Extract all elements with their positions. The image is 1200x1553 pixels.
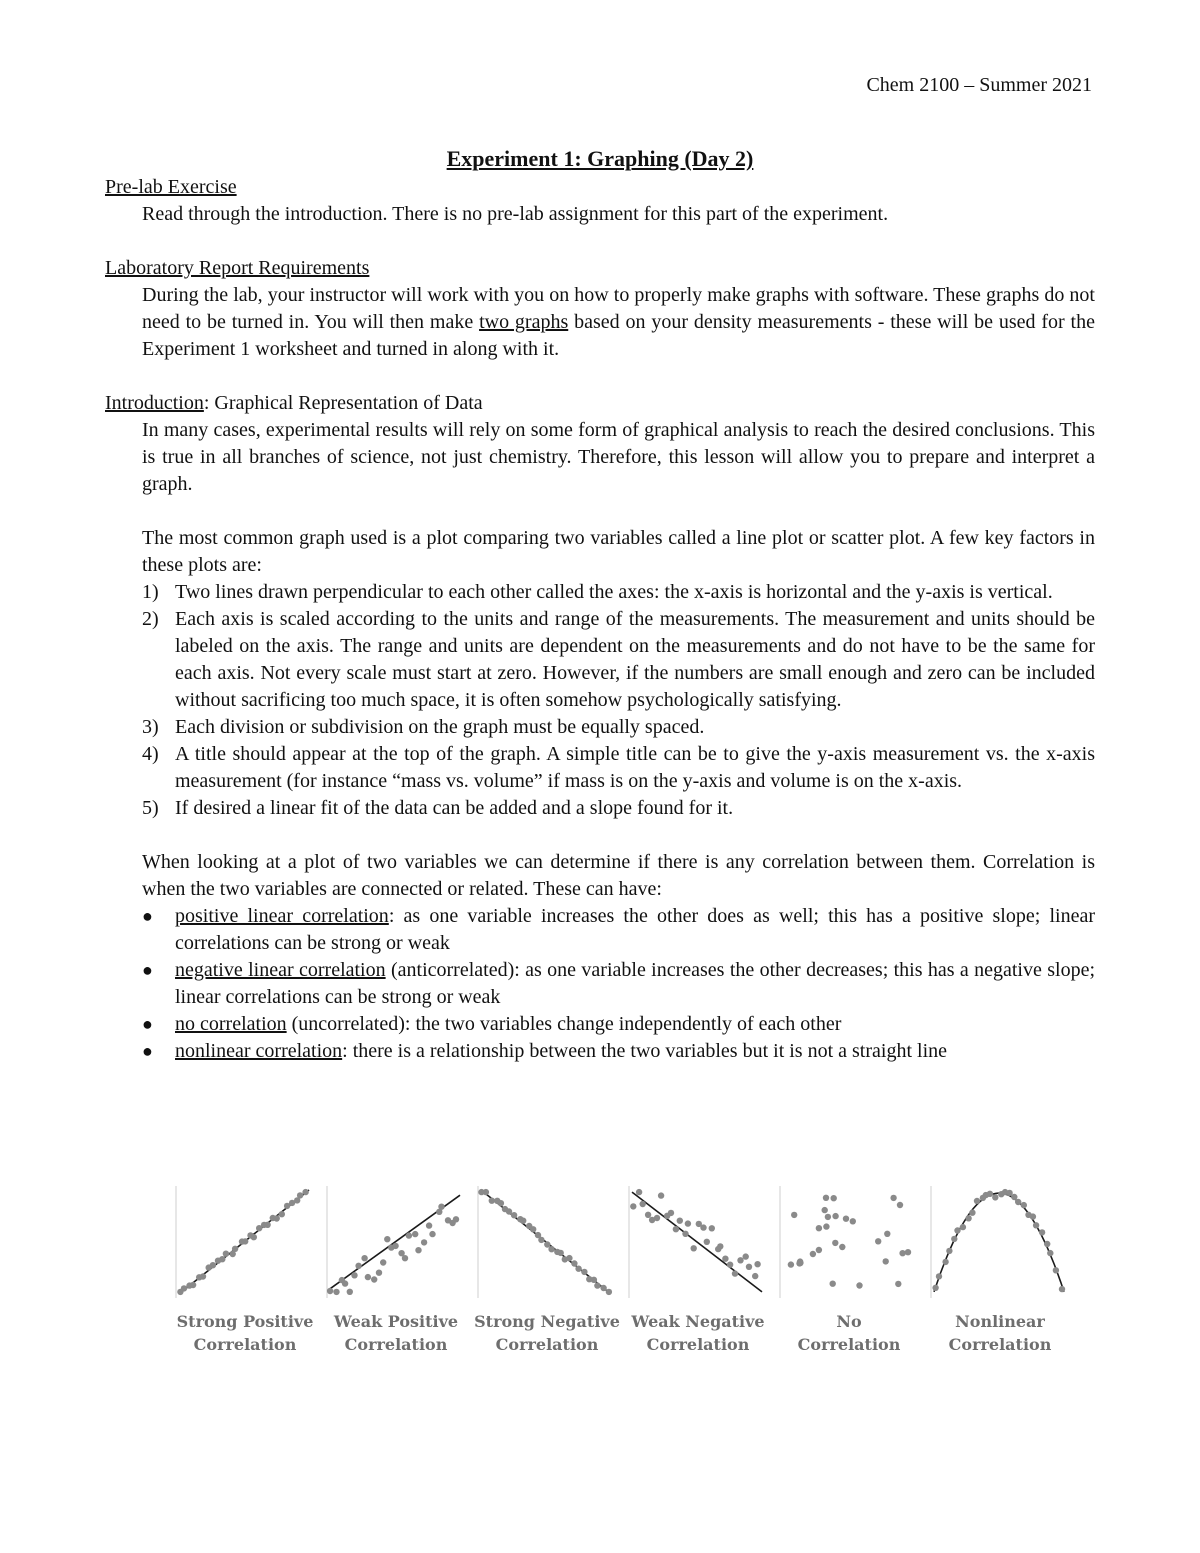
data-point <box>571 1260 577 1266</box>
data-point <box>1033 1222 1039 1228</box>
data-point <box>242 1238 248 1244</box>
nonlinear-plot <box>930 1186 1070 1306</box>
data-point <box>816 1225 822 1231</box>
weak-negative-plot <box>628 1186 768 1306</box>
weak-positive-plot <box>326 1186 466 1306</box>
data-point <box>890 1195 896 1201</box>
list-item: ● negative linear correlation (anticorrelated): as one variable increases the other decreases; this has a negative slope; linear correlations can be strong or weak <box>142 959 1095 1008</box>
data-point <box>732 1270 738 1276</box>
data-point <box>361 1255 367 1261</box>
data-point <box>530 1226 536 1232</box>
data-point <box>200 1273 206 1279</box>
data-point <box>677 1218 683 1224</box>
data-point <box>392 1243 398 1249</box>
data-point <box>831 1195 837 1201</box>
report-heading: Laboratory Report Requirements <box>105 257 370 279</box>
data-point <box>942 1259 948 1265</box>
data-point <box>823 1195 829 1201</box>
data-point <box>640 1201 646 1207</box>
data-point <box>830 1281 836 1287</box>
data-point <box>883 1258 889 1264</box>
data-point <box>591 1277 597 1283</box>
data-point <box>371 1276 377 1282</box>
data-point <box>376 1270 382 1276</box>
data-point <box>1059 1286 1065 1292</box>
data-point <box>816 1247 822 1253</box>
data-point <box>905 1249 911 1255</box>
data-point <box>412 1231 418 1237</box>
list-item: 5) If desired a linear fit of the data can be added and a slope found for it. <box>142 797 734 819</box>
data-point <box>1047 1250 1053 1256</box>
data-point <box>1021 1202 1027 1208</box>
data-point <box>960 1224 966 1230</box>
data-point <box>489 1198 495 1204</box>
data-point <box>453 1216 459 1222</box>
data-point <box>279 1211 285 1217</box>
data-point <box>673 1226 679 1232</box>
figure-weak-positive <box>326 1186 466 1356</box>
data-point <box>843 1216 849 1222</box>
data-point <box>232 1246 238 1252</box>
data-point <box>700 1224 706 1230</box>
data-point <box>1030 1213 1036 1219</box>
data-point <box>421 1239 427 1245</box>
data-point <box>884 1231 890 1237</box>
data-point <box>347 1289 353 1295</box>
data-point <box>951 1236 957 1242</box>
bullet-icon: ● <box>142 1041 153 1061</box>
correlation-types-list <box>105 903 1095 1065</box>
correlation-figures <box>170 1186 1080 1356</box>
intro-heading: Introduction: Graphical Representation of Data <box>105 392 483 414</box>
data-point <box>654 1215 660 1221</box>
data-point <box>897 1202 903 1208</box>
list-item: 2) Each axis is scaled according to the units and range of the measurements. The measurement and units should be labeled on the axis. The range and units are dependent on the measurements and do not have to be the same for each axis. Not every scale must start at zero. However, if the numbers are small enough and zero can be included without sacrificing too much space, it is often somehow psychologically satisfying. <box>142 608 1095 711</box>
data-point <box>1044 1241 1050 1247</box>
list-item: 1) Two lines drawn perpendicular to each other called the axes: the x-axis is horizontal and the y-axis is vertical. <box>142 581 1053 603</box>
list-item: ● nonlinear correlation: there is a relationship between the two variables but it is not a straight line <box>105 1038 1095 1065</box>
data-point <box>406 1232 412 1238</box>
figure-nonlinear <box>930 1186 1070 1356</box>
data-point <box>704 1239 710 1245</box>
figure-caption: Weak Positive Correlation <box>333 1312 459 1354</box>
data-point <box>302 1189 308 1195</box>
two-graphs-emphasis: two graphs <box>479 311 569 333</box>
data-point <box>717 1243 723 1249</box>
data-point <box>722 1256 728 1262</box>
data-point <box>181 1285 187 1291</box>
data-point <box>274 1215 280 1221</box>
prelab-text: Read through the introduction. There is no pre-lab assignment for this part of the experiment. <box>142 203 889 225</box>
strong-positive-plot <box>175 1186 315 1306</box>
data-point <box>832 1213 838 1219</box>
data-point <box>932 1285 938 1291</box>
data-point <box>575 1266 581 1272</box>
data-point <box>594 1282 600 1288</box>
data-point <box>210 1262 216 1268</box>
data-point <box>969 1210 975 1216</box>
data-point <box>709 1225 715 1231</box>
data-point <box>190 1282 196 1288</box>
data-point <box>875 1238 881 1244</box>
data-point <box>223 1251 229 1257</box>
data-point <box>645 1212 651 1218</box>
figure-weak-negative <box>628 1186 768 1356</box>
data-point <box>327 1288 333 1294</box>
data-point <box>658 1192 664 1198</box>
data-point <box>1015 1199 1021 1205</box>
list-item: 3) Each division or subdivision on the graph must be equally spaced. <box>142 716 705 738</box>
data-point <box>438 1204 444 1210</box>
data-point <box>429 1231 435 1237</box>
data-point <box>936 1273 942 1279</box>
data-point <box>839 1244 845 1250</box>
intro-paragraph-2: The most common graph used is a plot comparing two variables called a line plot or scatter plot. A few key factors in these plots are: <box>142 527 1095 576</box>
data-point <box>754 1261 760 1267</box>
data-point <box>415 1247 421 1253</box>
data-point <box>251 1234 257 1240</box>
data-point <box>752 1273 758 1279</box>
figure-no-correlation <box>779 1186 919 1356</box>
course-header: Chem 2100 – Summer 2021 <box>866 74 1092 96</box>
data-point <box>636 1189 642 1195</box>
list-item: 4) A title should appear at the top of the graph. A simple title can be to give the y-axis measurement vs. the x-axis measurement (for instance “mass vs. volume” if mass is on the y-axis and volume is on the x-axis. <box>142 743 1095 792</box>
data-point <box>558 1250 564 1256</box>
data-point <box>822 1207 828 1213</box>
data-point <box>426 1222 432 1228</box>
data-point <box>351 1272 357 1278</box>
data-point <box>384 1236 390 1242</box>
data-point <box>992 1194 998 1200</box>
intro-paragraph-3: When looking at a plot of two variables we can determine if there is any correlation between them. Correlation is when the two variables are connected or related. These can have: <box>142 851 1095 900</box>
key-factors-list <box>105 579 1095 822</box>
report-text: During the lab, your instructor will work with you on how to properly make graphs with software. These graphs do not need to be turned in. You will then make two graphs based on your density measurements - these will be used for the Experiment 1 worksheet and turned in along with it. <box>142 284 1095 360</box>
data-point <box>1053 1267 1059 1273</box>
data-point <box>791 1212 797 1218</box>
data-point <box>402 1255 408 1261</box>
data-point <box>630 1203 636 1209</box>
intro-paragraph-1: In many cases, experimental results will rely on some form of graphical analysis to reach the desired conclusions. This is true in all branches of science, not just chemistry. Therefore, this lesson will allow you to prepare and interpret a graph. <box>142 419 1095 495</box>
data-point <box>895 1281 901 1287</box>
strong-negative-plot <box>477 1186 617 1306</box>
data-point <box>548 1246 554 1252</box>
data-point <box>333 1289 339 1295</box>
data-point <box>219 1256 225 1262</box>
data-point <box>685 1220 691 1226</box>
data-point <box>954 1227 960 1233</box>
data-point <box>682 1231 688 1237</box>
data-point <box>355 1263 361 1269</box>
bullet-icon: ● <box>142 960 153 980</box>
data-point <box>581 1269 587 1275</box>
data-point <box>746 1264 752 1270</box>
no-correlation-plot <box>779 1186 919 1306</box>
data-point <box>946 1248 952 1254</box>
data-point <box>566 1255 572 1261</box>
data-point <box>511 1212 517 1218</box>
data-point <box>899 1250 905 1256</box>
data-point <box>850 1218 856 1224</box>
data-point <box>810 1251 816 1257</box>
data-point <box>297 1192 303 1198</box>
data-point <box>600 1285 606 1291</box>
data-point <box>342 1280 348 1286</box>
figure-caption: Nonlinear Correlation <box>948 1312 1052 1354</box>
data-point <box>264 1222 270 1228</box>
figure-strong-positive <box>175 1186 315 1356</box>
figure-caption: Strong Negative Correlation <box>474 1312 620 1354</box>
data-point <box>832 1240 838 1246</box>
data-point <box>1039 1229 1045 1235</box>
data-point <box>825 1214 831 1220</box>
figure-caption: Weak Negative Correlation <box>631 1312 765 1354</box>
data-point <box>856 1282 862 1288</box>
data-point <box>797 1258 803 1264</box>
data-point <box>520 1218 526 1224</box>
data-point <box>668 1210 674 1216</box>
bullet-icon: ● <box>142 906 153 926</box>
data-point <box>606 1289 612 1295</box>
document-body <box>105 174 1095 1065</box>
list-item: ● positive linear correlation: as one variable increases the other does as well; this has a positive slope; linear correlations can be strong or weak <box>142 905 1095 954</box>
data-point <box>823 1223 829 1229</box>
bullet-icon: ● <box>142 1014 153 1034</box>
figure-caption: Strong Positive Correlation <box>176 1312 314 1354</box>
data-point <box>987 1191 993 1197</box>
list-item: ● no correlation (uncorrelated): the two variables change independently of each other <box>105 1011 1095 1038</box>
data-point <box>974 1198 980 1204</box>
prelab-heading: Pre-lab Exercise <box>105 176 237 198</box>
page-title: Experiment 1: Graphing (Day 2) <box>446 146 754 171</box>
data-point <box>1011 1194 1017 1200</box>
figure-caption: No Correlation <box>797 1312 901 1354</box>
figure-strong-negative <box>474 1186 620 1356</box>
data-point <box>737 1257 743 1263</box>
data-point <box>365 1274 371 1280</box>
trend-line <box>632 1192 762 1292</box>
data-point <box>506 1208 512 1214</box>
data-point <box>498 1200 504 1206</box>
data-point <box>727 1262 733 1268</box>
data-point <box>965 1215 971 1221</box>
data-point <box>788 1261 794 1267</box>
data-point <box>544 1241 550 1247</box>
data-point <box>743 1253 749 1259</box>
data-point <box>483 1189 489 1195</box>
data-point <box>380 1259 386 1265</box>
data-point <box>691 1245 697 1251</box>
data-point <box>538 1237 544 1243</box>
